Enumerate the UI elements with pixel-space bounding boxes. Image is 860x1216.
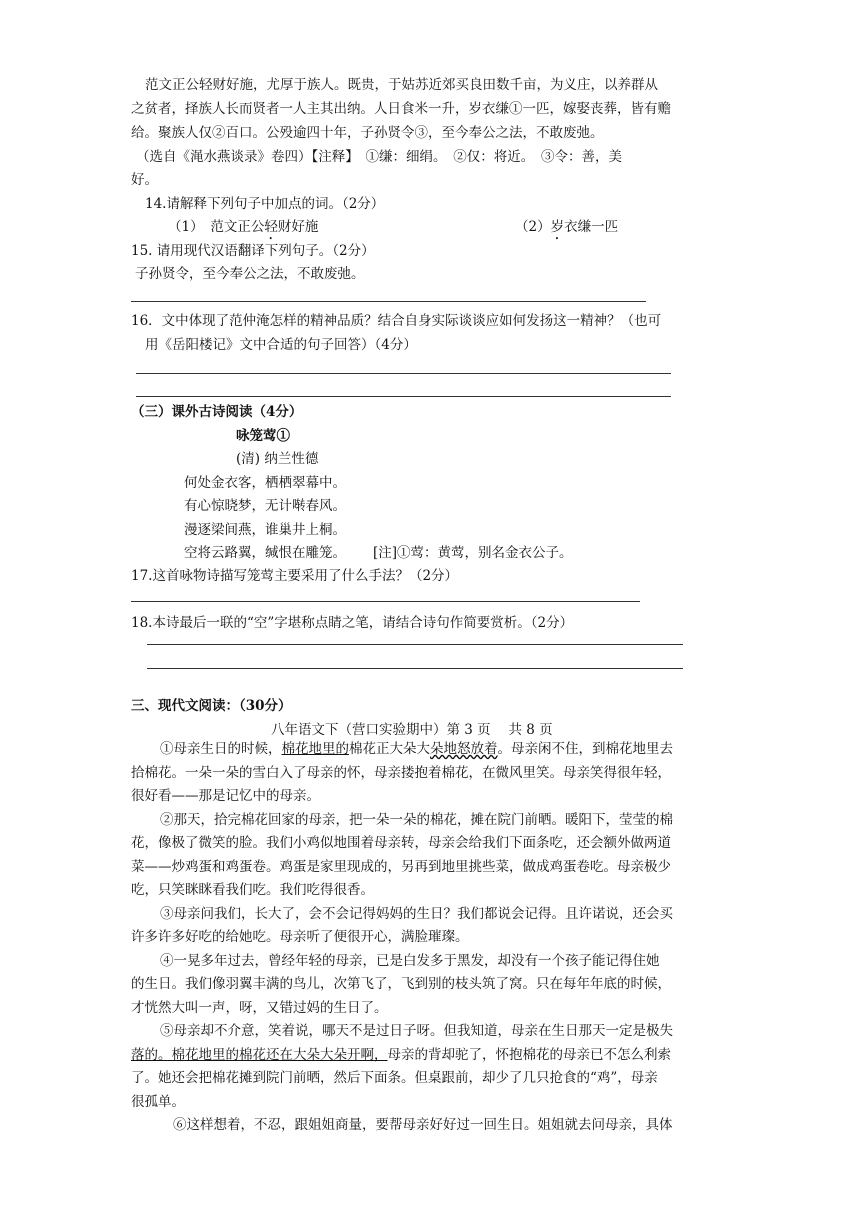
q14-item-2-dotted-word: 岁 bbox=[550, 219, 565, 235]
classical-line-2: 之贫者，择族人长而贤者一人主其出纳。人日食米一升，岁衣缣①一匹，嫁娶丧葬，皆有赡 bbox=[131, 101, 671, 117]
classical-line-1: 范文正公轻财好施，尤厚于族人。既贵，于姑苏近郊买良田数千亩，为义庄，以养群从 bbox=[145, 77, 658, 93]
modern-p3-line-2: 许多许多好吃的给她吃。母亲听了便很开心，满脸璀璨。 bbox=[131, 929, 469, 945]
modern-p1-wavy: 朵地怒放着 bbox=[430, 741, 498, 757]
q14-item-1-suffix: 财好施 bbox=[277, 219, 319, 235]
q14-item-2 bbox=[515, 218, 618, 243]
poem-line-2: 有心惊晓梦，无计啭春风。 bbox=[184, 498, 346, 514]
modern-p2-line-1: ②那天，拾完棉花回家的母亲，把一朵一朵的棉花，摊在院门前晒。暖阳下，莹莹的棉 bbox=[160, 812, 673, 828]
poem-title: 咏笼莺① bbox=[236, 428, 290, 444]
modern-p4-line-1: ④一晃多年过去，曾经年轻的母亲，已是白发多于黑发，却没有一个孩子能记得住她 bbox=[160, 953, 660, 969]
classical-line-3: 给。聚族人仅②百口。公殁逾四十年，子孙贤令③，至今奉公之法，不敢废弛。 bbox=[131, 125, 604, 141]
modern-p5-line-4: 很孤单。 bbox=[131, 1094, 185, 1110]
modern-p2-line-4: 吃，只笑眯眯看我们吃。我们吃得很香。 bbox=[131, 882, 374, 898]
classical-source-note-cont: 好。 bbox=[131, 172, 158, 188]
modern-p4-line-2: 的生日。我们像羽翼丰满的鸟儿，次第飞了，飞到别的枝头筑了窝。只在每年年底的时候， bbox=[131, 976, 671, 992]
modern-p2-line-3: 菜——炒鸡蛋和鸡蛋卷。鸡蛋是家里现成的，另再到地里挑些菜，做成鸡蛋卷吃。母亲极少 bbox=[131, 859, 671, 875]
q16-line-1: 16．文中体现了范仲淹怎样的精神品质？结合自身实际谈谈应如何发扬这一精神？（也可 bbox=[131, 313, 662, 329]
q16-answer-line-1[interactable] bbox=[136, 373, 671, 374]
section-3-heading: 三、现代文阅读：（30分） bbox=[131, 698, 292, 714]
modern-p1-text-c: 。母亲闲不住，到棉花地里去 bbox=[497, 741, 673, 757]
modern-p1-text-a: ①母亲生日的时候， bbox=[160, 741, 282, 757]
q14-item-2-suffix: 衣缣一匹 bbox=[564, 219, 619, 235]
modern-p2-line-2: 花，像极了微笑的脸。我们小鸡似地围着母亲转，母亲会给我们下面条吃，还会额外做两道 bbox=[131, 835, 671, 851]
modern-p5-line-3: 了。她还会把棉花摊到院门前晒，然后下面条。但桌跟前，却少了几只抢食的“鸡”，母亲 bbox=[131, 1070, 658, 1086]
modern-p1-underlined: 棉花地里的 bbox=[281, 741, 349, 757]
q14-item-1 bbox=[168, 218, 318, 243]
modern-p5-line-2-rest: 母亲的背却驼了，怀抱棉花的母亲已不怎么利索 bbox=[387, 1047, 671, 1063]
modern-p5-line-1: ⑤母亲却不介意，笑着说，哪天不是过日子呀。但我知道，母亲在生日那天一定是极失 bbox=[160, 1023, 673, 1039]
q14-item-1-dotted-word: 轻 bbox=[264, 219, 278, 235]
q15-stem: 15. 请用现代汉语翻译下列句子。（2分） bbox=[131, 243, 375, 259]
modern-p1-line-1 bbox=[160, 740, 673, 758]
modern-p5-underlined: 落的。棉花地里的棉花还在大朵大朵开啊， bbox=[131, 1047, 388, 1063]
modern-p3-line-1: ③母亲问我们，长大了，会不会记得妈妈的生日？我们都说会记得。且许诺说，还会买 bbox=[160, 906, 673, 922]
modern-p6-line-1: ⑥这样想着，不忍，跟姐姐商量，要帮母亲好好过一回生日。姐姐就去问母亲，具体 bbox=[173, 1117, 673, 1133]
q17-answer-line[interactable] bbox=[131, 601, 640, 602]
poem-note: [注]①莺：黄莺，别名金衣公子。 bbox=[373, 545, 573, 561]
q14-item-1-prefix: （1） 范文正公 bbox=[168, 219, 265, 235]
modern-p1-line-2: 拾棉花。一朵一朵的雪白入了母亲的怀，母亲搂抱着棉花，在微风里笑。母亲笑得很年轻， bbox=[131, 765, 671, 781]
poem-line-3: 漫逐梁间燕，谁巢井上桐。 bbox=[184, 522, 346, 538]
q15-answer-line[interactable] bbox=[131, 301, 646, 302]
poem-line-1: 何处金衣客，栖栖翠幕中。 bbox=[184, 475, 346, 491]
q18-stem: 18.本诗最后一联的“空”字堪称点睛之笔，请结合诗句作简要赏析。（2分） bbox=[131, 615, 574, 631]
q17-stem: 17.这首咏物诗描写笼莺主要采用了什么手法？（2分） bbox=[131, 568, 459, 584]
q15-sentence: 子孙贤令，至今奉公之法，不敢废弛。 bbox=[135, 266, 365, 282]
modern-p5-line-2 bbox=[131, 1046, 671, 1064]
page-footer: 八年语文下（营口实验期中）第 3 页 共 8 页 bbox=[271, 722, 553, 738]
poem-line-4: 空将云路翼，缄恨在雕笼。 bbox=[184, 545, 346, 561]
q18-answer-line-2[interactable] bbox=[147, 668, 683, 669]
poem-author: (清) 纳兰性德 bbox=[236, 451, 319, 467]
modern-p1-text-b: 棉花正大朵大 bbox=[349, 741, 430, 757]
classical-source-note: （选自《渑水燕谈录》卷四）【注释】 ①缣：细绢。 ②仅：将近。 ③令：善，美 bbox=[136, 149, 622, 165]
q14-stem: 14.请解释下列句子中加点的词。（2分） bbox=[145, 196, 385, 212]
q14-item-2-prefix: （2） bbox=[515, 219, 551, 235]
poem-section-heading: （三）课外古诗阅读（4分） bbox=[131, 404, 303, 420]
q16-line-2: 用《岳阳楼记》文中合适的句子回答）（4分） bbox=[145, 337, 417, 353]
modern-p4-line-3: 才恍然大叫一声，呀，又错过妈的生日了。 bbox=[131, 1000, 388, 1016]
q18-answer-line-1[interactable] bbox=[147, 644, 683, 645]
q16-answer-line-2[interactable] bbox=[136, 396, 671, 397]
modern-p1-line-3: 很好看——那是记忆中的母亲。 bbox=[131, 788, 320, 804]
